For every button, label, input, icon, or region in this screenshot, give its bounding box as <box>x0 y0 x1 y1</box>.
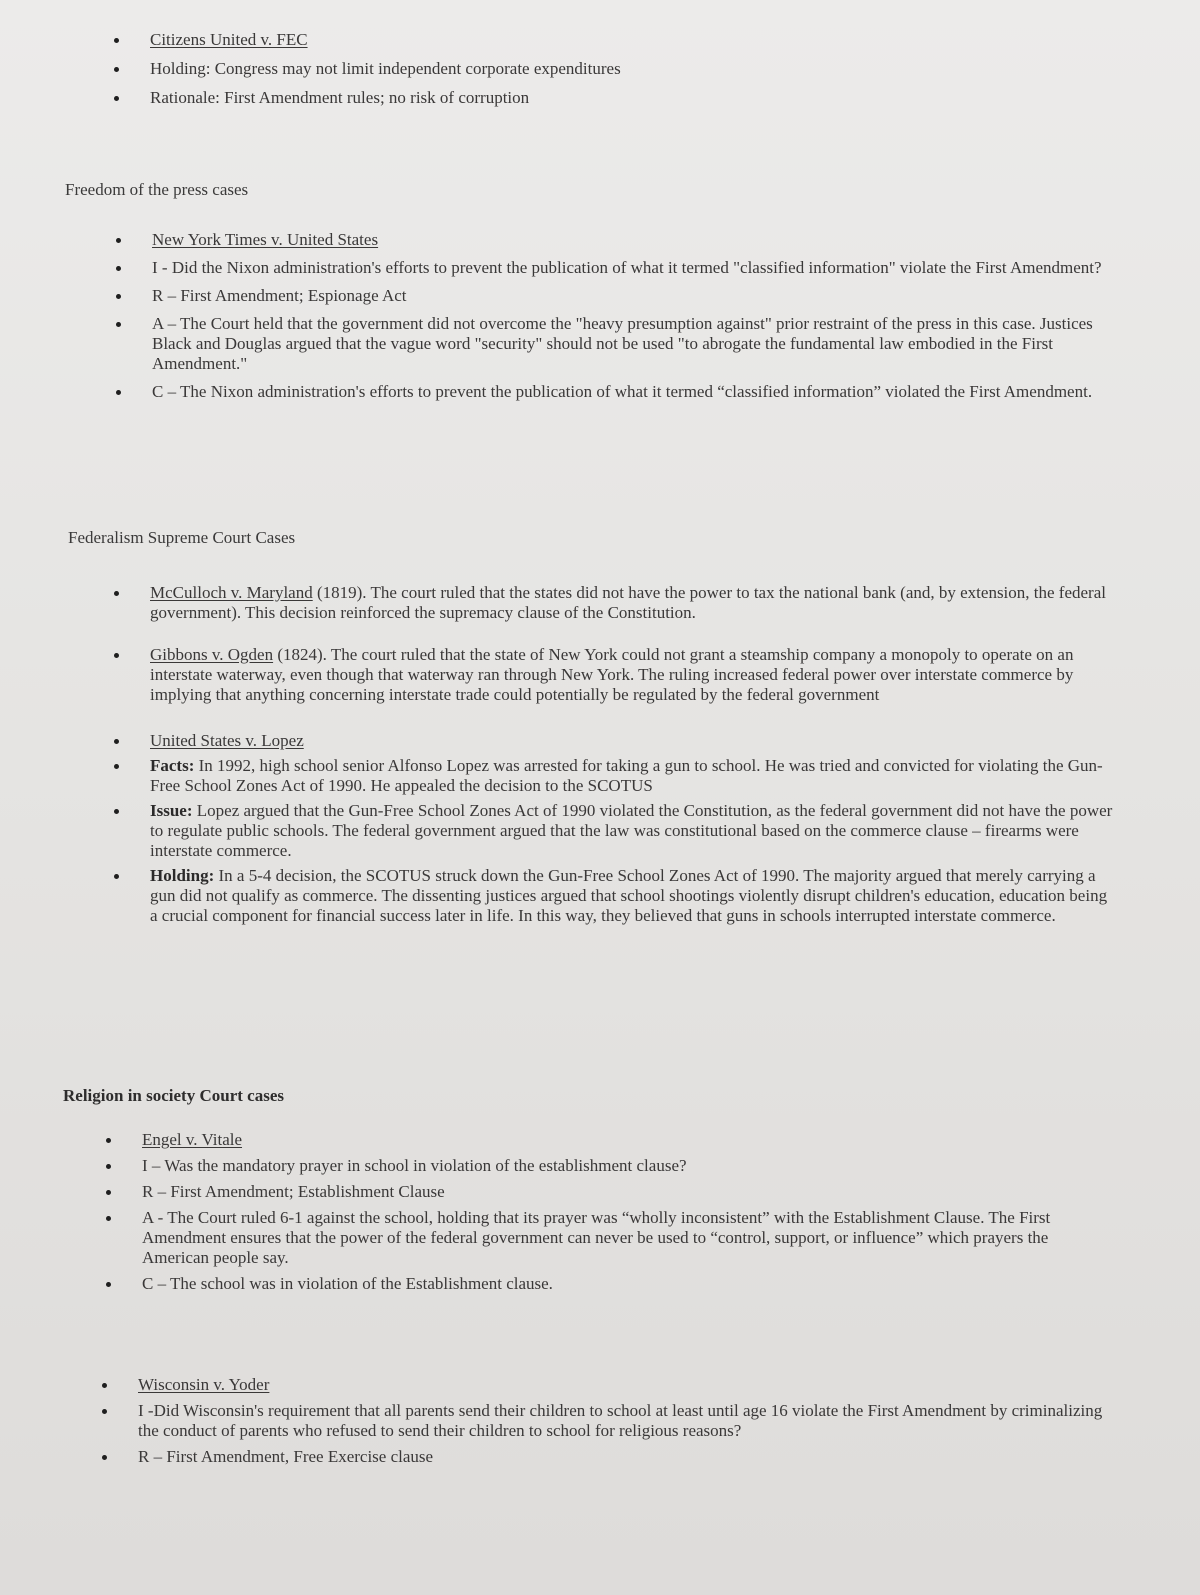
issue-text: Lopez argued that the Gun-Free School Zones Act of 1990 violated the Constitution, as the federal government did not have the power to regulate public schools. The federal government argued that the law was constitutional based on the commerce clause – firearms were interstate commerce. <box>150 801 1113 860</box>
section-heading-federalism: Federalism Supreme Court Cases <box>68 528 296 547</box>
list-item: C – The Nixon administration's efforts to prevent the publication of what it termed “classified information” violated the First Amendment. <box>152 382 1112 402</box>
case-title: Wisconsin v. Yoder <box>138 1375 270 1394</box>
press-section <box>0 230 1200 402</box>
case-title: Gibbons v. Ogden <box>150 645 274 664</box>
list-item <box>150 866 1115 926</box>
list-item: A - The Court ruled 6-1 against the school, holding that its prayer was “wholly inconsistent” with the Establishment Clause. The First Amendment ensures that the power of the federal government can never be used to “control, support, or influence” which prayers the American people say. <box>142 1208 1112 1268</box>
facts-label: Facts: <box>150 756 195 775</box>
list-item: Holding: Congress may not limit independent corporate expenditures <box>150 59 1130 79</box>
case-title: McCulloch v. Maryland <box>150 583 313 602</box>
case-title: Engel v. Vitale <box>142 1130 243 1149</box>
list-item <box>150 30 1130 50</box>
federalism-section <box>0 583 1200 926</box>
list-item <box>152 230 1112 250</box>
holding-label: Holding: <box>150 866 215 885</box>
issue-label: Issue: <box>150 801 193 820</box>
list-item <box>150 756 1115 796</box>
case-text: (1819). The court ruled that the states did not have the power to tax the national bank (and, by extension, the federal government). This decision reinforced the supremacy clause of the Constitution. <box>150 583 1106 622</box>
list-item <box>150 801 1115 861</box>
case-text: (1824). The court ruled that the state of New York could not grant a steamship company a monopoly to operate on an interstate waterway, even though that waterway ran through New York. The ruling increased federal power over interstate commerce by implying that anything concerning interstate trade could potentially be regulated by the federal government <box>150 645 1074 704</box>
holding-text: In a 5-4 decision, the SCOTUS struck down the Gun-Free School Zones Act of 1990. The majority argued that merely carrying a gun did not qualify as commerce. The dissenting justices argued that school shootings violently disrupt children's education, education being a crucial component for financial success later in life. In this way, they believed that guns in schools interrupted interstate commerce. <box>150 866 1108 925</box>
section-heading-press: Freedom of the press cases <box>65 180 249 199</box>
engel-section <box>0 1130 1200 1294</box>
yoder-section <box>0 1375 1200 1467</box>
engel-list <box>142 1130 1112 1294</box>
list-item: A – The Court held that the government did not overcome the "heavy presumption against" prior restraint of the press in this case. Justices Black and Douglas argued that the vague word "security" should not be used "to abrogate the fundamental law embodied in the First Amendment." <box>152 314 1112 374</box>
list-item: C – The school was in violation of the Establishment clause. <box>142 1274 1112 1294</box>
list-item: Rationale: First Amendment rules; no risk of corruption <box>150 88 1130 108</box>
list-item: R – First Amendment; Establishment Clause <box>142 1182 1112 1202</box>
citizens-united-section <box>0 30 1200 108</box>
yoder-list <box>138 1375 1113 1467</box>
case-title: Citizens United v. FEC <box>150 30 308 49</box>
federalism-list <box>150 583 1115 926</box>
list-item <box>150 645 1115 705</box>
list-item: I – Was the mandatory prayer in school in violation of the establishment clause? <box>142 1156 1112 1176</box>
list-item <box>150 583 1115 623</box>
list-item <box>138 1375 1113 1395</box>
list-item: R – First Amendment, Free Exercise clause <box>138 1447 1113 1467</box>
section-heading-religion: Religion in society Court cases <box>63 1086 284 1105</box>
case-title: New York Times v. United States <box>152 230 379 249</box>
press-list <box>152 230 1112 402</box>
list-item <box>150 731 1115 751</box>
case-title: United States v. Lopez <box>150 731 304 750</box>
list-item <box>142 1130 1112 1150</box>
facts-text: In 1992, high school senior Alfonso Lopez was arrested for taking a gun to school. He was tried and convicted for violating the Gun-Free School Zones Act of 1990. He appealed the decision to the SCOTUS <box>150 756 1103 795</box>
list-item: I -Did Wisconsin's requirement that all parents send their children to school at least until age 16 violate the First Amendment by criminalizing the conduct of parents who refused to send their children to school for religious reasons? <box>138 1401 1113 1441</box>
list-item: I - Did the Nixon administration's efforts to prevent the publication of what it termed "classified information" violate the First Amendment? <box>152 258 1112 278</box>
list-item: R – First Amendment; Espionage Act <box>152 286 1112 306</box>
citizens-united-list <box>150 30 1130 108</box>
